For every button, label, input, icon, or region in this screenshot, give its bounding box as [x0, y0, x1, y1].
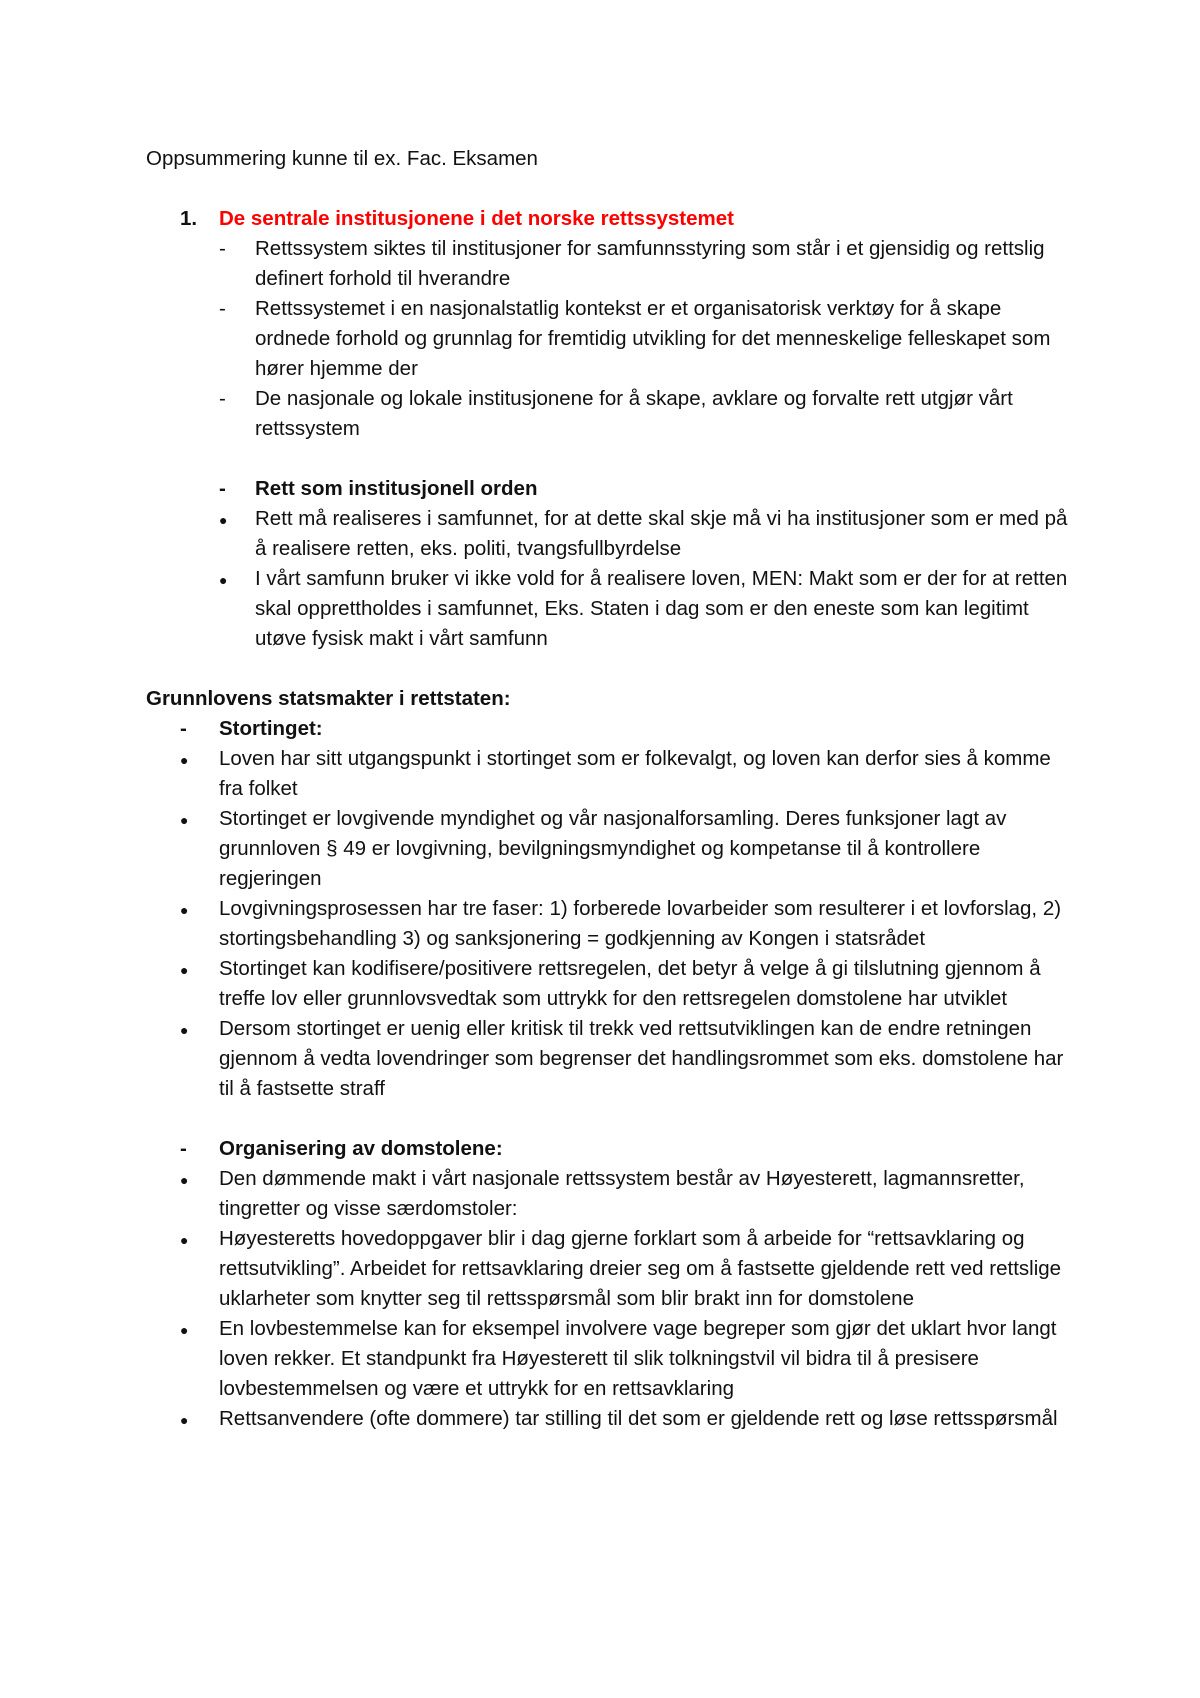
subheading-text: Stortinget: [219, 717, 323, 740]
subheading-stortinget [146, 714, 1076, 744]
document-content [146, 144, 1076, 1434]
section-2-heading: Grunnlovens statsmakter i rettstaten: [146, 687, 511, 710]
bullet-icon [180, 804, 188, 835]
dash-marker [219, 384, 226, 414]
dash-item [146, 384, 1076, 444]
bullet-icon [180, 894, 188, 925]
document-title: Oppsummering kunne til ex. Fac. Eksamen [146, 147, 538, 170]
bullet-text: Stortinget kan kodifisere/positivere rettsregelen, det betyr å velge å gi tilslutning gjennom å treffe lov eller grunnlovsvedtak som uttrykk for den rettsregelen domstolene har utviklet [219, 957, 1041, 1010]
bullet-text: I vårt samfunn bruker vi ikke vold for å realisere loven, MEN: Makt som er der for at retten skal opprettholdes i samfunnet, Eks. Staten i dag som er den eneste som kan legitimt utøve fysisk makt i vårt samfunn [255, 567, 1068, 650]
bullet-item [146, 1314, 1076, 1404]
subheading-domstolene [146, 1134, 1076, 1164]
bullet-text: Rett må realiseres i samfunnet, for at dette skal skje må vi ha institusjoner som er med på å realisere retten, eks. politi, tvangsfullbyrdelse [255, 507, 1068, 560]
bullet-icon [219, 504, 227, 535]
bullet-item [146, 1014, 1076, 1104]
dash-item [146, 294, 1076, 384]
dash-item-text: Rettssystem siktes til institusjoner for samfunnsstyring som står i et gjensidig og rettslig definert forhold til hverandre [255, 237, 1045, 290]
dash-marker [180, 714, 187, 744]
bullet-icon [180, 744, 188, 775]
bullet-icon [180, 1164, 188, 1195]
dash-item [146, 234, 1076, 294]
section-1-heading [146, 204, 1076, 234]
bullet-text: Stortinget er lovgivende myndighet og vår nasjonalforsamling. Deres funksjoner lagt av grunnloven § 49 er lovgivning, bevilgningsmyndighet og kompetanse til å kontrollere regjeringen [219, 807, 1007, 890]
bullet-item [146, 894, 1076, 954]
dash-marker [180, 1134, 187, 1164]
bullet-text: Dersom stortinget er uenig eller kritisk til trekk ved rettsutviklingen kan de endre retningen gjennom å vedta lovendringer som begrenser det handlingsrommet som eks. domstolene har til å fastsette straff [219, 1017, 1064, 1100]
bullet-icon [180, 1404, 188, 1435]
bullet-icon [180, 1014, 188, 1045]
bullet-item [146, 1164, 1076, 1224]
section-1-number: 1. [180, 207, 198, 230]
bullet-item [146, 954, 1076, 1014]
subheading-rett-institusjonell [146, 474, 1076, 504]
bullet-item [146, 1404, 1076, 1434]
subheading-text: Rett som institusjonell orden [255, 477, 538, 500]
bullet-icon [180, 1314, 188, 1345]
bullet-item [146, 504, 1076, 564]
bullet-text: Loven har sitt utgangspunkt i stortinget som er folkevalgt, og loven kan derfor sies å komme fra folket [219, 747, 1051, 800]
bullet-text: En lovbestemmelse kan for eksempel involvere vage begreper som gjør det uklart hvor langt loven rekker. Et standpunkt fra Høyesterett til slik tolkningstvil vil bidra til å presisere lovbestemmelsen og være et uttrykk for en rettsavklaring [219, 1317, 1057, 1400]
bullet-text: Høyesteretts hovedoppgaver blir i dag gjerne forklart som å arbeide for “rettsavklaring og rettsutvikling”. Arbeidet for rettsavklaring dreier seg om å fastsette gjeldende rett ved rettslige uklarheter som knytter seg til rettsspørsmål som blir brakt inn for domstolene [219, 1227, 1062, 1310]
dash-marker [219, 474, 226, 504]
bullet-icon [180, 954, 188, 985]
bullet-item [146, 564, 1076, 654]
bullet-icon [180, 1224, 188, 1255]
bullet-text: Den dømmende makt i vårt nasjonale rettssystem består av Høyesterett, lagmannsretter, tingretter og visse særdomstoler: [219, 1167, 1025, 1220]
bullet-text: Rettsanvendere (ofte dommere) tar stilling til det som er gjeldende rett og løse rettsspørsmål [219, 1407, 1058, 1430]
dash-marker [219, 234, 226, 264]
bullet-item [146, 744, 1076, 804]
bullet-item [146, 804, 1076, 894]
subheading-text: Organisering av domstolene: [219, 1137, 503, 1160]
section-1-title: De sentrale institusjonene i det norske rettssystemet [219, 207, 734, 230]
bullet-item [146, 1224, 1076, 1314]
bullet-icon [219, 564, 227, 595]
dash-item-text: Rettssystemet i en nasjonalstatlig kontekst er et organisatorisk verktøy for å skape ordnede forhold og grunnlag for fremtidig utvikling for det menneskelige felleskapet som hører hjemme der [255, 297, 1051, 380]
dash-item-text: De nasjonale og lokale institusjonene for å skape, avklare og forvalte rett utgjør vårt rettssystem [255, 387, 1013, 440]
bullet-text: Lovgivningsprosessen har tre faser: 1) forberede lovarbeider som resulterer i et lovforslag, 2) stortingsbehandling 3) og sanksjonering = godkjenning av Kongen i statsrådet [219, 897, 1062, 950]
dash-marker [219, 294, 226, 324]
